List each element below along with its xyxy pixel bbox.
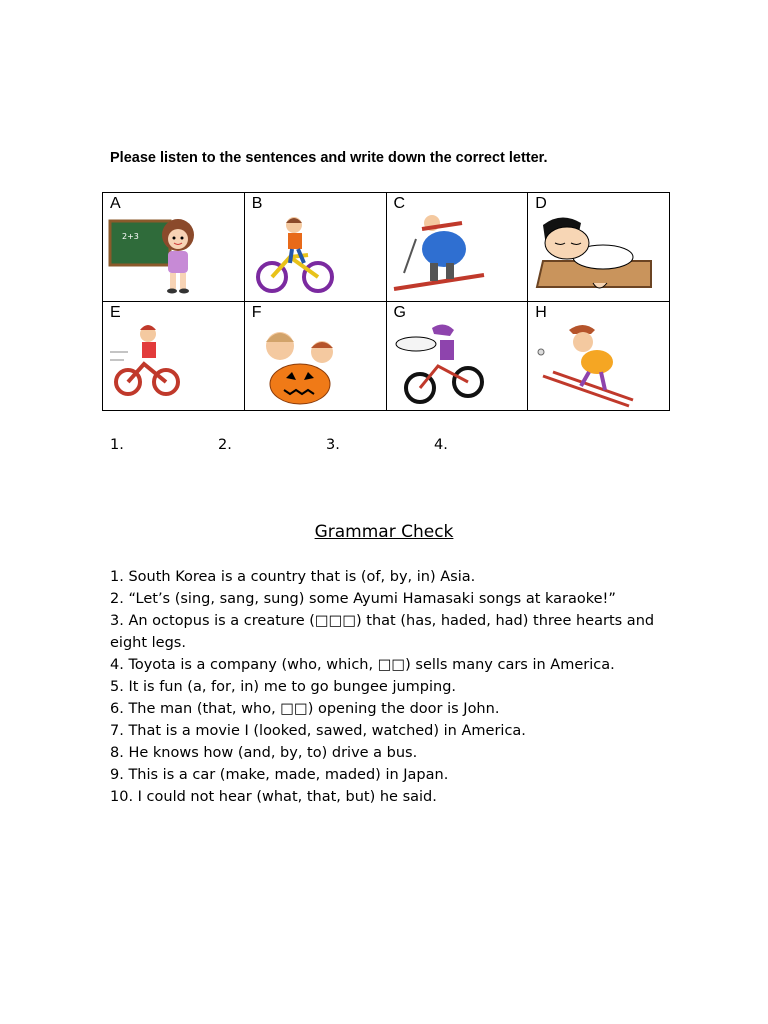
cell-letter: D — [535, 195, 547, 212]
picture-cell-d — [528, 193, 670, 302]
picture-cell-h — [528, 302, 670, 411]
cell-letter: G — [393, 304, 406, 321]
picture-grid — [102, 192, 670, 411]
question-item: 1. South Korea is a country that is (of, by, in) Asia. — [110, 569, 476, 585]
answer-label-2: 2. — [218, 437, 232, 453]
question-item: 4. Toyota is a company (who, which, □□) sells many cars in America. — [110, 657, 615, 673]
man-skiing-icon — [392, 213, 524, 299]
boy-sleeping-at-desk-icon — [533, 213, 665, 299]
chalkboard-text: 2+3 — [122, 232, 139, 241]
teacher-at-chalkboard-icon — [108, 213, 240, 299]
answer-label-4: 4. — [434, 437, 448, 453]
boy-riding-bicycle-icon — [250, 213, 382, 299]
picture-cell-a — [103, 193, 245, 302]
cell-letter: H — [535, 304, 547, 321]
picture-cell-e — [103, 302, 245, 411]
cell-letter: C — [393, 195, 406, 212]
question-item: 10. I could not hear (what, that, but) he said. — [110, 789, 437, 805]
question-item: 7. That is a movie I (looked, sawed, watched) in America. — [110, 723, 526, 739]
picture-cell-g — [386, 302, 528, 411]
answer-label-3: 3. — [326, 437, 340, 453]
cell-letter: E — [110, 304, 121, 321]
cell-letter: F — [251, 304, 262, 321]
question-item: 2. “Let’s (sing, sang, sung) some Ayumi Hamasaki songs at karaoke!” — [110, 591, 616, 607]
instruction-text: Please listen to the sentences and write down the correct letter. — [110, 150, 548, 166]
picture-cell-f — [244, 302, 386, 411]
old-man-skiing-icon — [533, 322, 665, 408]
cell-letter: B — [251, 195, 263, 212]
question-item: 6. The man (that, who, □□) opening the door is John. — [110, 701, 500, 717]
girl-riding-bike-fast-icon — [108, 322, 240, 408]
question-item: 5. It is fun (a, for, in) me to go bungee jumping. — [110, 679, 457, 695]
picture-cell-b — [244, 193, 386, 302]
question-item: 9. This is a car (make, made, maded) in Japan. — [110, 767, 449, 783]
question-item: 3. An octopus is a creature (□□□) that (has, haded, had) three hearts and eight legs. — [110, 613, 655, 651]
question-list — [110, 566, 670, 808]
cell-letter: A — [110, 195, 121, 212]
answer-label-1: 1. — [110, 437, 124, 453]
people-with-pumpkin-icon — [250, 322, 382, 408]
section-title: Grammar Check — [314, 522, 454, 542]
man-cycling-helmet-icon — [392, 322, 524, 408]
picture-cell-c — [386, 193, 528, 302]
question-item: 8. He knows how (and, by, to) drive a bus. — [110, 745, 418, 761]
